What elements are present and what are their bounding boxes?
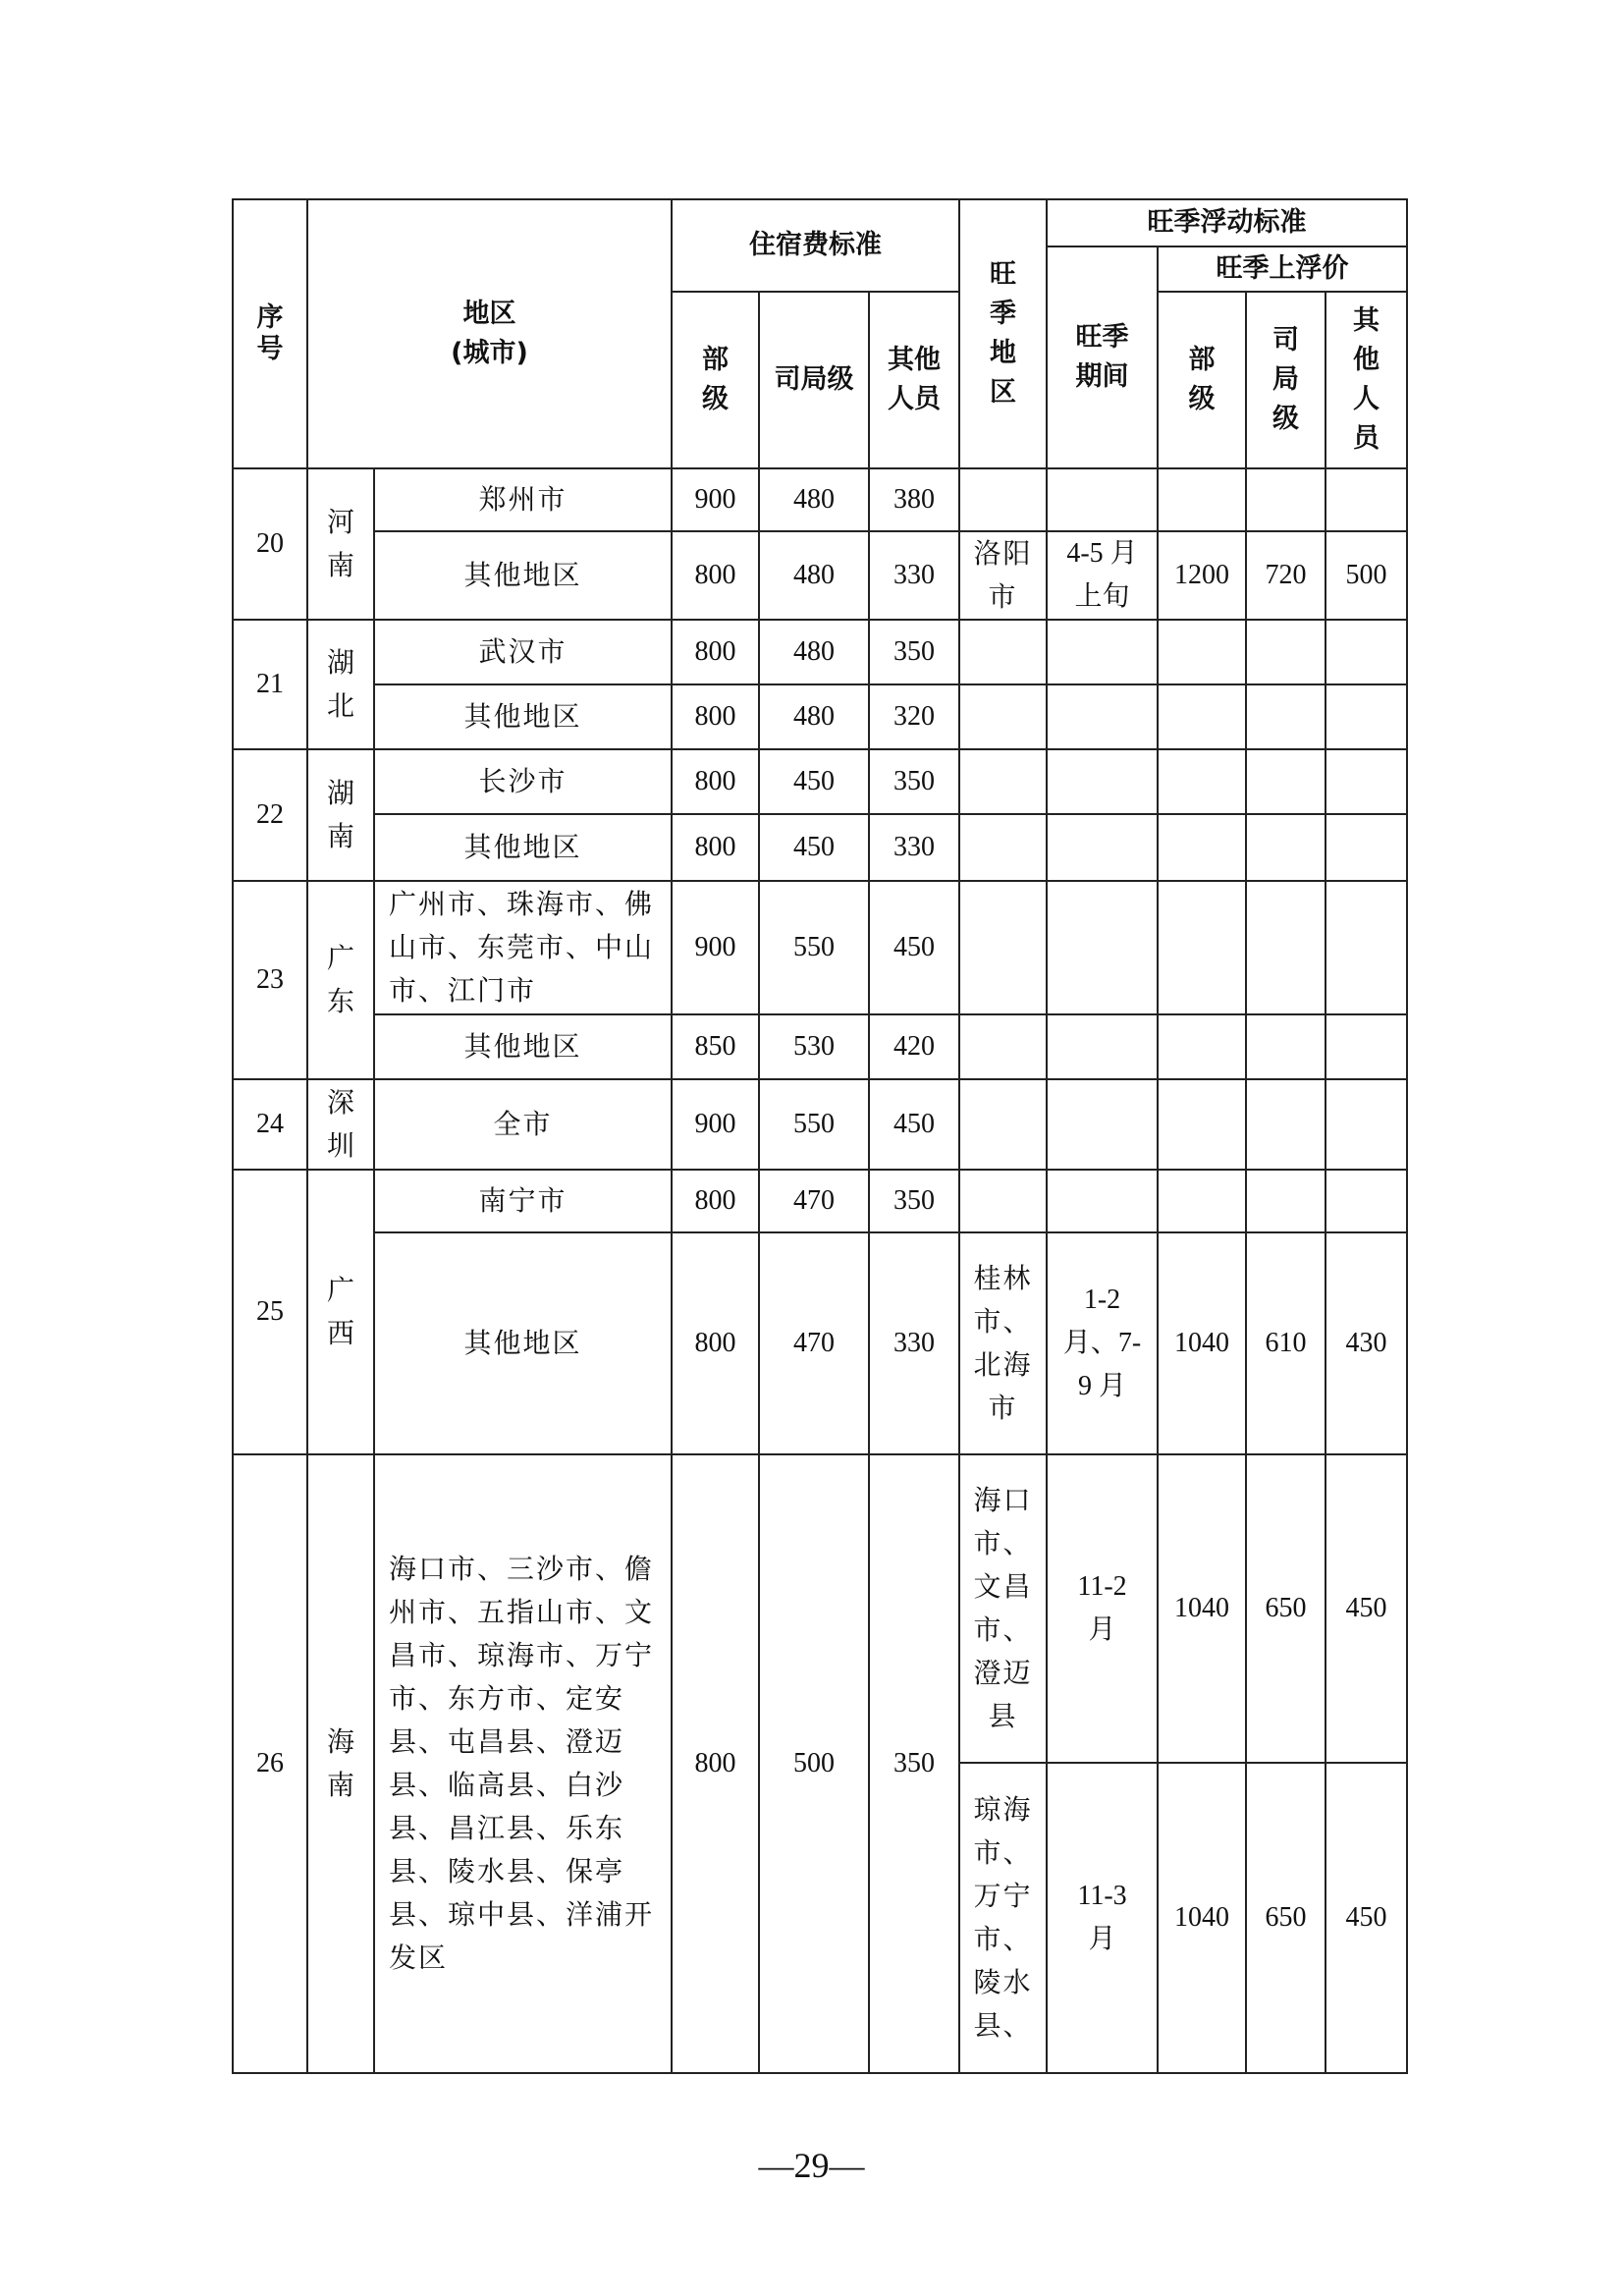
bureau-cell: 530 — [759, 1014, 869, 1079]
empty-cell — [1158, 1079, 1246, 1170]
table-row — [233, 1170, 1407, 1232]
peak-period-cell: 4-5 月上旬 — [1047, 531, 1158, 620]
peak-area-cell: 琼海市、万宁市、陵水县、 — [959, 1763, 1047, 2073]
area-cell: 郑州市 — [374, 468, 672, 531]
area-cell: 其他地区 — [374, 1232, 672, 1454]
table-row — [233, 531, 1407, 620]
ministerial-cell: 800 — [672, 749, 759, 814]
header-peak-bureau: 司局级 — [1246, 292, 1325, 468]
header-peak-region: 旺季地区 — [959, 199, 1047, 468]
seq-cell: 20 — [233, 468, 307, 620]
province-cell: 广东 — [307, 881, 374, 1079]
bureau-cell: 450 — [759, 814, 869, 881]
others-cell: 330 — [869, 531, 959, 620]
empty-cell — [1246, 1079, 1325, 1170]
area-cell: 南宁市 — [374, 1170, 672, 1232]
table-row — [233, 1232, 1407, 1454]
others-cell: 450 — [869, 1079, 959, 1170]
peak-bureau-cell: 610 — [1246, 1232, 1325, 1454]
empty-cell — [959, 814, 1047, 881]
bureau-cell: 500 — [759, 1454, 869, 2073]
others-cell: 350 — [869, 1170, 959, 1232]
peak-bureau-cell: 650 — [1246, 1454, 1325, 1763]
province-cell: 广西 — [307, 1170, 374, 1454]
table-row — [233, 881, 1407, 1014]
table-row — [233, 1079, 1407, 1170]
empty-cell — [1158, 684, 1246, 749]
empty-cell — [1158, 620, 1246, 684]
seq-cell: 23 — [233, 881, 307, 1079]
seq-cell: 21 — [233, 620, 307, 749]
empty-cell — [1325, 468, 1407, 531]
header-bureau: 司局级 — [759, 292, 869, 468]
others-cell: 350 — [869, 620, 959, 684]
bureau-cell: 480 — [759, 531, 869, 620]
bureau-cell: 480 — [759, 620, 869, 684]
empty-cell — [1246, 749, 1325, 814]
bureau-cell: 480 — [759, 468, 869, 531]
ministerial-cell: 900 — [672, 1079, 759, 1170]
empty-cell — [1047, 684, 1158, 749]
header-peak-float: 旺季浮动标准 — [1047, 199, 1407, 246]
others-cell: 420 — [869, 1014, 959, 1079]
table-row — [233, 1014, 1407, 1079]
bureau-cell: 480 — [759, 684, 869, 749]
ministerial-cell: 800 — [672, 531, 759, 620]
others-cell: 350 — [869, 749, 959, 814]
ministerial-cell: 800 — [672, 1454, 759, 2073]
empty-cell — [959, 1079, 1047, 1170]
empty-cell — [1158, 468, 1246, 531]
empty-cell — [959, 620, 1047, 684]
bureau-cell: 550 — [759, 1079, 869, 1170]
page-number: —29— — [758, 2146, 865, 2185]
empty-cell — [1325, 1014, 1407, 1079]
empty-cell — [1047, 749, 1158, 814]
empty-cell — [1158, 1170, 1246, 1232]
empty-cell — [1158, 749, 1246, 814]
header-peak-ministerial: 部级 — [1158, 292, 1246, 468]
area-cell: 其他地区 — [374, 1014, 672, 1079]
others-cell: 450 — [869, 881, 959, 1014]
ministerial-cell: 800 — [672, 814, 759, 881]
seq-cell: 22 — [233, 749, 307, 881]
empty-cell — [959, 881, 1047, 1014]
empty-cell — [1325, 620, 1407, 684]
header-peak-period: 旺季期间 — [1047, 246, 1158, 468]
header-region-sub: (城市) — [451, 338, 528, 368]
province-cell: 湖北 — [307, 620, 374, 749]
peak-others-cell: 450 — [1325, 1763, 1407, 2073]
peak-period-cell: 11-2 月 — [1047, 1454, 1158, 1763]
empty-cell — [959, 684, 1047, 749]
header-ministerial: 部级 — [672, 292, 759, 468]
header-peak-others: 其他人员 — [1325, 292, 1407, 468]
empty-cell — [1158, 881, 1246, 1014]
empty-cell — [1246, 620, 1325, 684]
province-cell: 海南 — [307, 1454, 374, 2073]
header-others: 其他人员 — [869, 292, 959, 468]
empty-cell — [1047, 814, 1158, 881]
area-cell: 全市 — [374, 1079, 672, 1170]
empty-cell — [959, 1170, 1047, 1232]
empty-cell — [1047, 620, 1158, 684]
empty-cell — [1246, 881, 1325, 1014]
empty-cell — [959, 468, 1047, 531]
peak-area-cell: 桂林市、北海市 — [959, 1232, 1047, 1454]
peak-period-cell: 1-2 月、7-9 月 — [1047, 1232, 1158, 1454]
seq-cell: 24 — [233, 1079, 307, 1170]
table-row — [233, 468, 1407, 531]
empty-cell — [1325, 684, 1407, 749]
empty-cell — [1325, 1170, 1407, 1232]
empty-cell — [1047, 1170, 1158, 1232]
header-peak-upper: 旺季上浮价 — [1158, 246, 1407, 292]
header-region-label: 地区 — [462, 299, 516, 329]
table-row — [233, 814, 1407, 881]
ministerial-cell: 850 — [672, 1014, 759, 1079]
peak-ministerial-cell: 1040 — [1158, 1763, 1246, 2073]
header-lodging: 住宿费标准 — [672, 199, 959, 292]
bureau-cell: 450 — [759, 749, 869, 814]
area-cell: 海口市、三沙市、儋州市、五指山市、文昌市、琼海市、万宁市、东方市、定安县、屯昌县、澄迈县、临高县、白沙县、昌江县、乐东县、陵水县、保亭县、琼中县、洋浦开发区 — [374, 1454, 672, 2073]
area-cell: 武汉市 — [374, 620, 672, 684]
province-cell: 深圳 — [307, 1079, 374, 1170]
peak-bureau-cell: 650 — [1246, 1763, 1325, 2073]
empty-cell — [1158, 1014, 1246, 1079]
ministerial-cell: 800 — [672, 620, 759, 684]
peak-ministerial-cell: 1200 — [1158, 531, 1246, 620]
peak-others-cell: 450 — [1325, 1454, 1407, 1763]
province-cell: 湖南 — [307, 749, 374, 881]
empty-cell — [959, 1014, 1047, 1079]
peak-bureau-cell: 720 — [1246, 531, 1325, 620]
peak-ministerial-cell: 1040 — [1158, 1232, 1246, 1454]
header-region — [307, 199, 672, 468]
empty-cell — [1047, 468, 1158, 531]
seq-cell: 25 — [233, 1170, 307, 1454]
table-row — [233, 620, 1407, 684]
peak-period-cell: 11-3 月 — [1047, 1763, 1158, 2073]
others-cell: 320 — [869, 684, 959, 749]
seq-cell: 26 — [233, 1454, 307, 2073]
empty-cell — [959, 749, 1047, 814]
ministerial-cell: 800 — [672, 684, 759, 749]
empty-cell — [1325, 881, 1407, 1014]
lodging-standard-table — [232, 198, 1408, 2074]
peak-others-cell: 500 — [1325, 531, 1407, 620]
area-cell: 长沙市 — [374, 749, 672, 814]
empty-cell — [1047, 1079, 1158, 1170]
table-row — [233, 1454, 1407, 1763]
empty-cell — [1047, 881, 1158, 1014]
ministerial-cell: 900 — [672, 881, 759, 1014]
table-row — [233, 684, 1407, 749]
others-cell: 380 — [869, 468, 959, 531]
empty-cell — [1246, 814, 1325, 881]
province-cell: 河南 — [307, 468, 374, 620]
empty-cell — [1246, 1170, 1325, 1232]
peak-ministerial-cell: 1040 — [1158, 1454, 1246, 1763]
ministerial-cell: 900 — [672, 468, 759, 531]
others-cell: 330 — [869, 814, 959, 881]
header-seq: 序号 — [233, 199, 307, 468]
bureau-cell: 470 — [759, 1170, 869, 1232]
empty-cell — [1158, 814, 1246, 881]
empty-cell — [1246, 684, 1325, 749]
others-cell: 350 — [869, 1454, 959, 2073]
peak-area-cell: 海口市、文昌市、澄迈县 — [959, 1454, 1047, 1763]
empty-cell — [1325, 749, 1407, 814]
peak-others-cell: 430 — [1325, 1232, 1407, 1454]
peak-area-cell: 洛阳市 — [959, 531, 1047, 620]
others-cell: 330 — [869, 1232, 959, 1454]
bureau-cell: 550 — [759, 881, 869, 1014]
bureau-cell: 470 — [759, 1232, 869, 1454]
ministerial-cell: 800 — [672, 1170, 759, 1232]
empty-cell — [1246, 468, 1325, 531]
table-row — [233, 749, 1407, 814]
empty-cell — [1246, 1014, 1325, 1079]
area-cell: 其他地区 — [374, 684, 672, 749]
area-cell: 广州市、珠海市、佛山市、东莞市、中山市、江门市 — [374, 881, 672, 1014]
area-cell: 其他地区 — [374, 531, 672, 620]
ministerial-cell: 800 — [672, 1232, 759, 1454]
empty-cell — [1325, 1079, 1407, 1170]
empty-cell — [1047, 1014, 1158, 1079]
empty-cell — [1325, 814, 1407, 881]
area-cell: 其他地区 — [374, 814, 672, 881]
